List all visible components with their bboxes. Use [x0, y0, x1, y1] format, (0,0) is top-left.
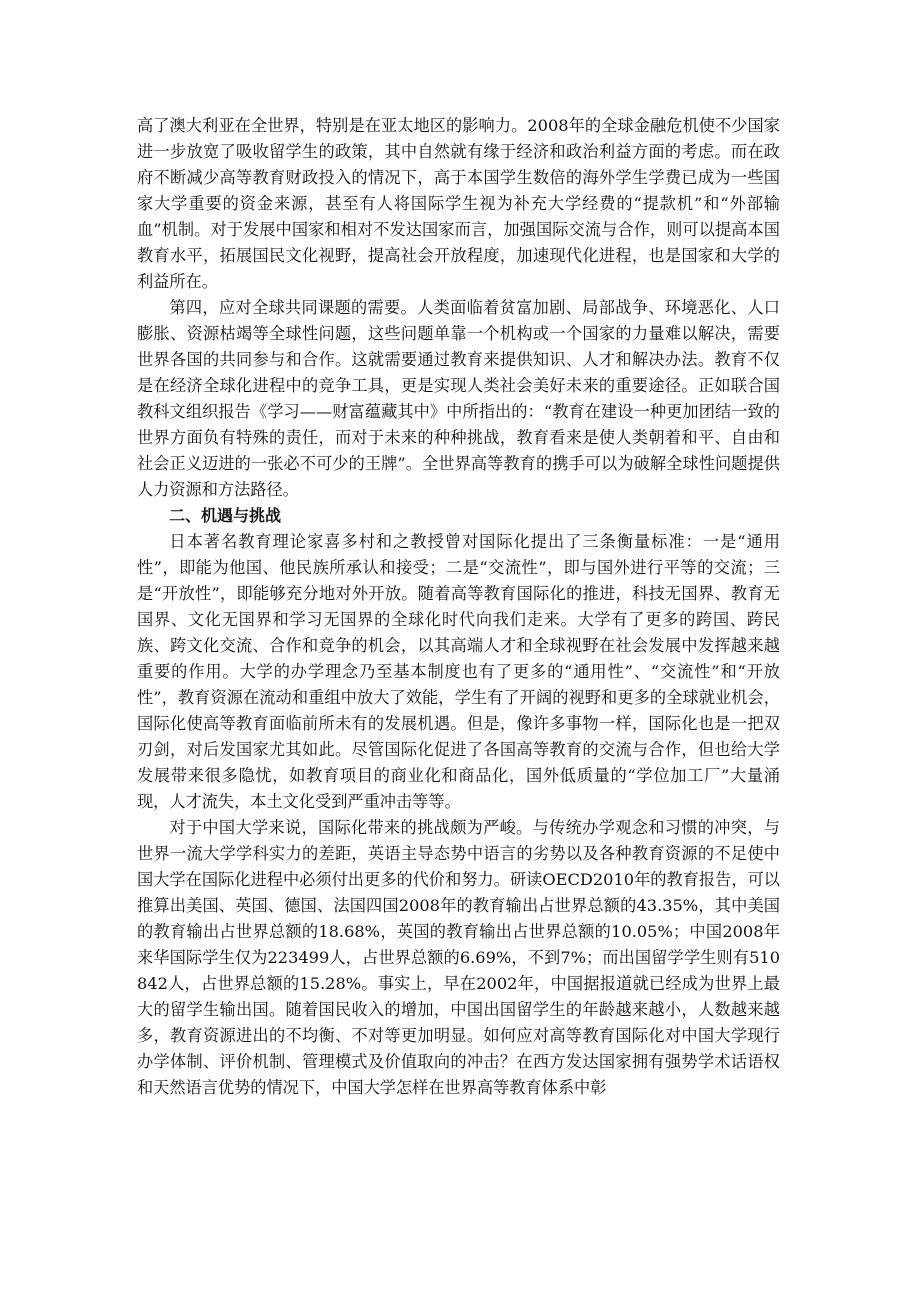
paragraph-china-challenges: 对于中国大学来说，国际化带来的挑战颇为严峻。与传统办学观念和习惯的冲突，与世界一流大学学科实力的差距，英语主导态势中语言的劣势以及各种教育资源的不足使中国大学在国际化进程中必须付出更多的代价和努力。研读OECD2010年的教育报告，可以推算出美国、英国、德国、法国四国2008年的教育输出占世界总额的43.35%，其中美国的教育输出占世界总额的18.68%，英国的教育输出占世界总额的10.05%；中国2008年来华国际学生仅为223499人，占世界总额的6.69%，不到7%；而出国留学学生则有510842人，占世界总额的15.28%。事实上，早在2002年，中国据报道就已经成为世界上最大的留学生输出国。随着国民收入的增加，中国出国留学生的年龄越来越小，人数越来越多，教育资源进出的不均衡、不对等更加明显。如何应对高等教育国际化对中国大学现行办学体制、评价机制、管理模式及价值取向的冲击？在西方发达国家拥有强势学术话语权和天然语言优势的情况下，中国大学怎样在世界高等教育体系中彰 — [137, 818, 780, 1097]
paragraph-continuation: 高了澳大利亚在全世界，特别是在亚太地区的影响力。2008年的全球金融危机使不少国家进一步放宽了吸收留学生的政策，其中自然就有缘于经济和政治利益方面的考虑。而在政府不断减少高等教育财政投入的情况下，高于本国学生数倍的海外学生学费已成为一些国家大学重要的资金来源，甚至有人将国际学生视为补充大学经费的“提款机”和“外部输血”机制。对于发展中国家和相对不发达国家而言，加强国际交流与合作，则可以提高本国教育水平，拓展国民文化视野，提高社会开放程度，加速现代化进程，也是国家和大学的利益所在。 — [137, 116, 780, 291]
paragraph-internationalization-standards: 日本著名教育理论家喜多村和之教授曾对国际化提出了三条衡量标准：一是“通用性”，即能为他国、他民族所承认和接受；二是“交流性”，即与国外进行平等的交流；三是“开放性”，即能够充分地对外开放。随着高等教育国际化的推进，科技无国界、教育无国界、文化无国界和学习无国界的全球化时代向我们走来。大学有了更多的跨国、跨民族、跨文化交流、合作和竞争的机会，以其高端人才和全球视野在社会发展中发挥越来越重要的作用。大学的办学理念乃至基本制度也有了更多的“通用性”、“交流性”和“开放性”，教育资源在流动和重组中放大了效能，学生有了开阔的视野和更多的全球就业机会，国际化使高等教育面临前所未有的发展机遇。但是，像许多事物一样，国际化也是一把双刃剑，对后发国家尤其如此。尽管国际化促进了各国高等教育的交流与合作，但也给大学发展带来很多隐忧，如教育项目的商业化和商品化，国外低质量的“学位加工厂”大量涌现，人才流失，本土文化受到严重冲击等等。 — [137, 532, 780, 811]
document-page — [137, 113, 780, 1101]
section-heading-opportunities-challenges: 二、机遇与挑战 — [169, 506, 282, 525]
paragraph-fourth-point: 第四，应对全球共同课题的需要。人类面临着贫富加剧、局部战争、环境恶化、人口膨胀、资源枯竭等全球性问题，这些问题单靠一个机构或一个国家的力量难以解决，需要世界各国的共同参与和合作。这就需要通过教育来提供知识、人才和解决办法。教育不仅是在经济全球化进程中的竞争工具，更是实现人类社会美好未来的重要途径。正如联合国教科文组织报告《学习——财富蕴藏其中》中所指出的：“教育在建设一种更加团结一致的世界方面负有特殊的责任，而对于未来的种种挑战，教育看来是使人类朝着和平、自由和社会正义迈进的一张必不可少的王牌”。全世界高等教育的携手可以为破解全球性问题提供人力资源和方法路径。 — [137, 298, 780, 499]
